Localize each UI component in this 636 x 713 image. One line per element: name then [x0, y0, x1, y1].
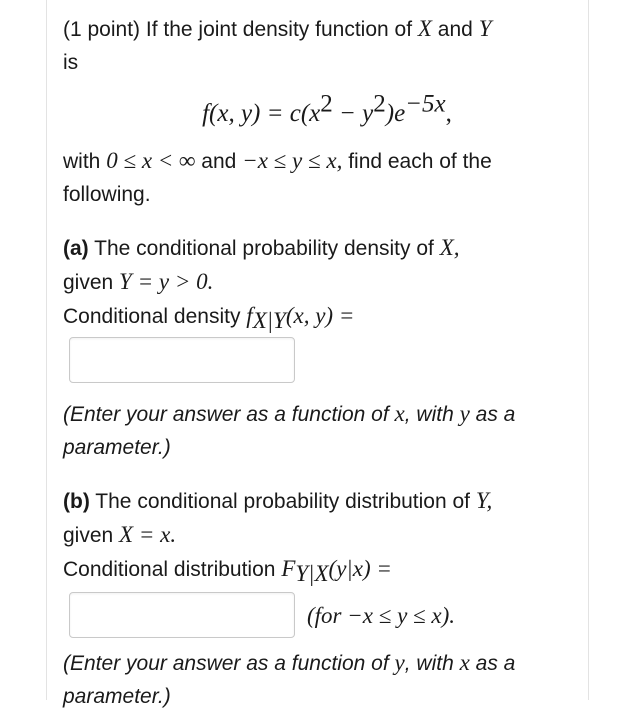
eq-tail: , [445, 100, 452, 127]
part-b-hint-x: x [459, 650, 470, 675]
part-b-label: (b) [63, 490, 90, 513]
intro-and: and [437, 18, 473, 41]
part-a-hint-b: , with [404, 403, 454, 426]
eq-exp3: −5x [405, 90, 446, 118]
part-a-fn: f [246, 303, 253, 328]
part-b-answer-prefix: Conditional distribution [63, 558, 276, 581]
intro-text [63, 12, 579, 79]
part-b-fn-args: (y|x) = [328, 556, 392, 581]
part-b-given: given [63, 524, 114, 547]
part-a-answer-prefix: Conditional density [63, 305, 241, 328]
part-a-text: The conditional probability density of [94, 237, 434, 260]
part-b-hint-y: y [394, 650, 405, 675]
domain-text [63, 144, 579, 211]
part-a-fn-sub: X|Y [252, 308, 286, 334]
intro-is: is [63, 51, 79, 74]
part-b-hint-a: (Enter your answer as a function of [63, 652, 389, 675]
part-a-hint-x: x [394, 401, 405, 426]
part-a-question [63, 231, 579, 333]
eq-mid: − y [332, 100, 374, 127]
intro-prefix: (1 point) If the joint density function of [63, 18, 413, 41]
part-b-hint-c: as a parameter.) [63, 652, 516, 708]
part-a-hint-c: as a parameter.) [63, 403, 516, 459]
domain-with: with [63, 150, 101, 173]
part-a-hint-a: (Enter your answer as a function of [63, 403, 389, 426]
domain-cond2: −x ≤ y ≤ x, [242, 148, 343, 173]
eq-lhs: f(x, y) = c(x [202, 100, 321, 127]
part-a-cond: Y = y > 0. [119, 269, 214, 294]
domain-rest: find each of the following. [63, 150, 492, 206]
part-a-answer-input[interactable] [69, 337, 295, 383]
part-a-var: X, [439, 235, 460, 260]
eq-exp1: 2 [320, 90, 333, 118]
left-border [46, 0, 47, 700]
problem-content [63, 12, 579, 713]
part-b-answer-row [63, 590, 579, 640]
eq-rhs: )e [385, 100, 406, 127]
part-b-range: (for −x ≤ y ≤ x). [307, 602, 456, 628]
part-b-cond: X = x. [119, 522, 177, 547]
part-b-fn-sub: Y|X [295, 561, 329, 587]
part-b-var: Y, [475, 488, 493, 513]
part-a-hint-y: y [459, 401, 470, 426]
part-a-fn-args: (x, y) = [285, 303, 355, 328]
domain-and: and [201, 150, 237, 173]
part-b-hint-b: , with [404, 652, 454, 675]
part-a-given: given [63, 271, 114, 294]
density-equation [63, 90, 579, 130]
part-b-question [63, 484, 579, 586]
part-b-text: The conditional probability distribution of [95, 490, 471, 513]
part-a-answer-row [63, 337, 579, 387]
var-x: X [417, 16, 432, 41]
part-b-fn: F [281, 556, 296, 581]
part-b-answer-input[interactable] [69, 592, 295, 638]
domain-cond1: 0 ≤ x < ∞ [106, 148, 196, 173]
part-b-hint [63, 646, 579, 713]
part-a-label: (a) [63, 237, 89, 260]
part-a-hint [63, 397, 579, 464]
right-border [588, 0, 589, 700]
eq-exp2: 2 [373, 90, 386, 118]
var-y: Y [478, 16, 492, 41]
